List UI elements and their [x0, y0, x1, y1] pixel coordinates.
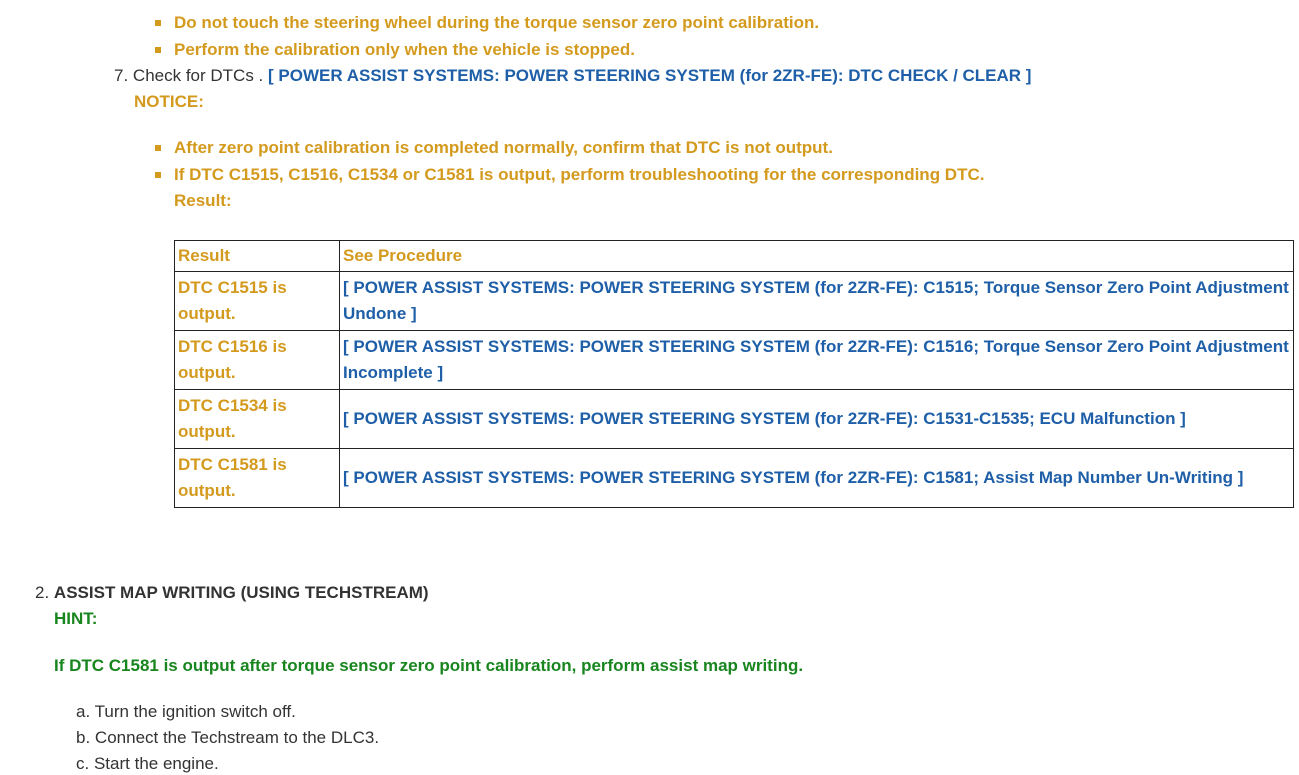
hint-label: HINT:: [54, 609, 98, 628]
notice-item: If DTC C1515, C1516, C1534 or C1581 is output, perform troubleshooting for the corresponding DTC.: [174, 165, 985, 184]
result-label: Result:: [174, 191, 232, 210]
procedure-link[interactable]: [ POWER ASSIST SYSTEMS: POWER STEERING SYSTEM (for 2ZR-FE): C1581; Assist Map Number Un-Writing ]: [340, 449, 1294, 508]
table-row: [175, 331, 1294, 390]
column-header-result: Result: [175, 241, 340, 272]
step-7: [114, 65, 1031, 87]
result-cell: DTC C1515 is output.: [175, 272, 340, 331]
result-cell: DTC C1534 is output.: [175, 390, 340, 449]
bullet-icon: [155, 172, 161, 178]
procedure-link[interactable]: [ POWER ASSIST SYSTEMS: POWER STEERING SYSTEM (for 2ZR-FE): C1516; Torque Sensor Zero Point Adjustment Incomplete ]: [340, 331, 1294, 390]
step-marker: b.: [76, 728, 91, 747]
notice-label: NOTICE:: [134, 92, 204, 111]
step-marker: a.: [76, 702, 91, 721]
list-item: [76, 701, 296, 723]
section-title: ASSIST MAP WRITING (USING TECHSTREAM): [53, 583, 429, 602]
notice-item: After zero point calibration is completed normally, confirm that DTC is not output.: [174, 138, 833, 157]
section-number: 2.: [35, 583, 50, 602]
result-cell: DTC C1581 is output.: [175, 449, 340, 508]
hint-text: If DTC C1581 is output after torque sensor zero point calibration, perform assist map writing.: [54, 656, 804, 675]
procedure-link[interactable]: [ POWER ASSIST SYSTEMS: POWER STEERING SYSTEM (for 2ZR-FE): C1531-C1535; ECU Malfunction ]: [340, 390, 1294, 449]
step-number: 7.: [114, 66, 129, 85]
section-2-heading: [35, 582, 429, 604]
step-marker: c.: [76, 754, 90, 773]
caution-item: Do not touch the steering wheel during the torque sensor zero point calibration.: [174, 13, 820, 32]
table-header-row: [175, 241, 1294, 272]
table-row: [175, 390, 1294, 449]
bullet-icon: [155, 47, 161, 53]
step-text: Start the engine.: [93, 754, 219, 773]
list-item: [76, 727, 379, 749]
caution-item: Perform the calibration only when the vehicle is stopped.: [174, 40, 635, 59]
table-row: [175, 272, 1294, 331]
table-row: [175, 449, 1294, 508]
procedure-link[interactable]: [ POWER ASSIST SYSTEMS: POWER STEERING SYSTEM (for 2ZR-FE): C1515; Torque Sensor Zero Point Adjustment Undone ]: [340, 272, 1294, 331]
step-text: Turn the ignition switch off.: [94, 702, 296, 721]
result-cell: DTC C1516 is output.: [175, 331, 340, 390]
bullet-icon: [155, 145, 161, 151]
list-item: [76, 753, 219, 775]
bullet-icon: [155, 20, 161, 26]
dtc-check-clear-link[interactable]: [ POWER ASSIST SYSTEMS: POWER STEERING SYSTEM (for 2ZR-FE): DTC CHECK / CLEAR ]: [268, 66, 1032, 85]
column-header-procedure: See Procedure: [340, 241, 1294, 272]
step-text: Connect the Techstream to the DLC3.: [94, 728, 380, 747]
result-table: [174, 240, 1294, 508]
step-text: Check for DTCs .: [132, 66, 264, 85]
